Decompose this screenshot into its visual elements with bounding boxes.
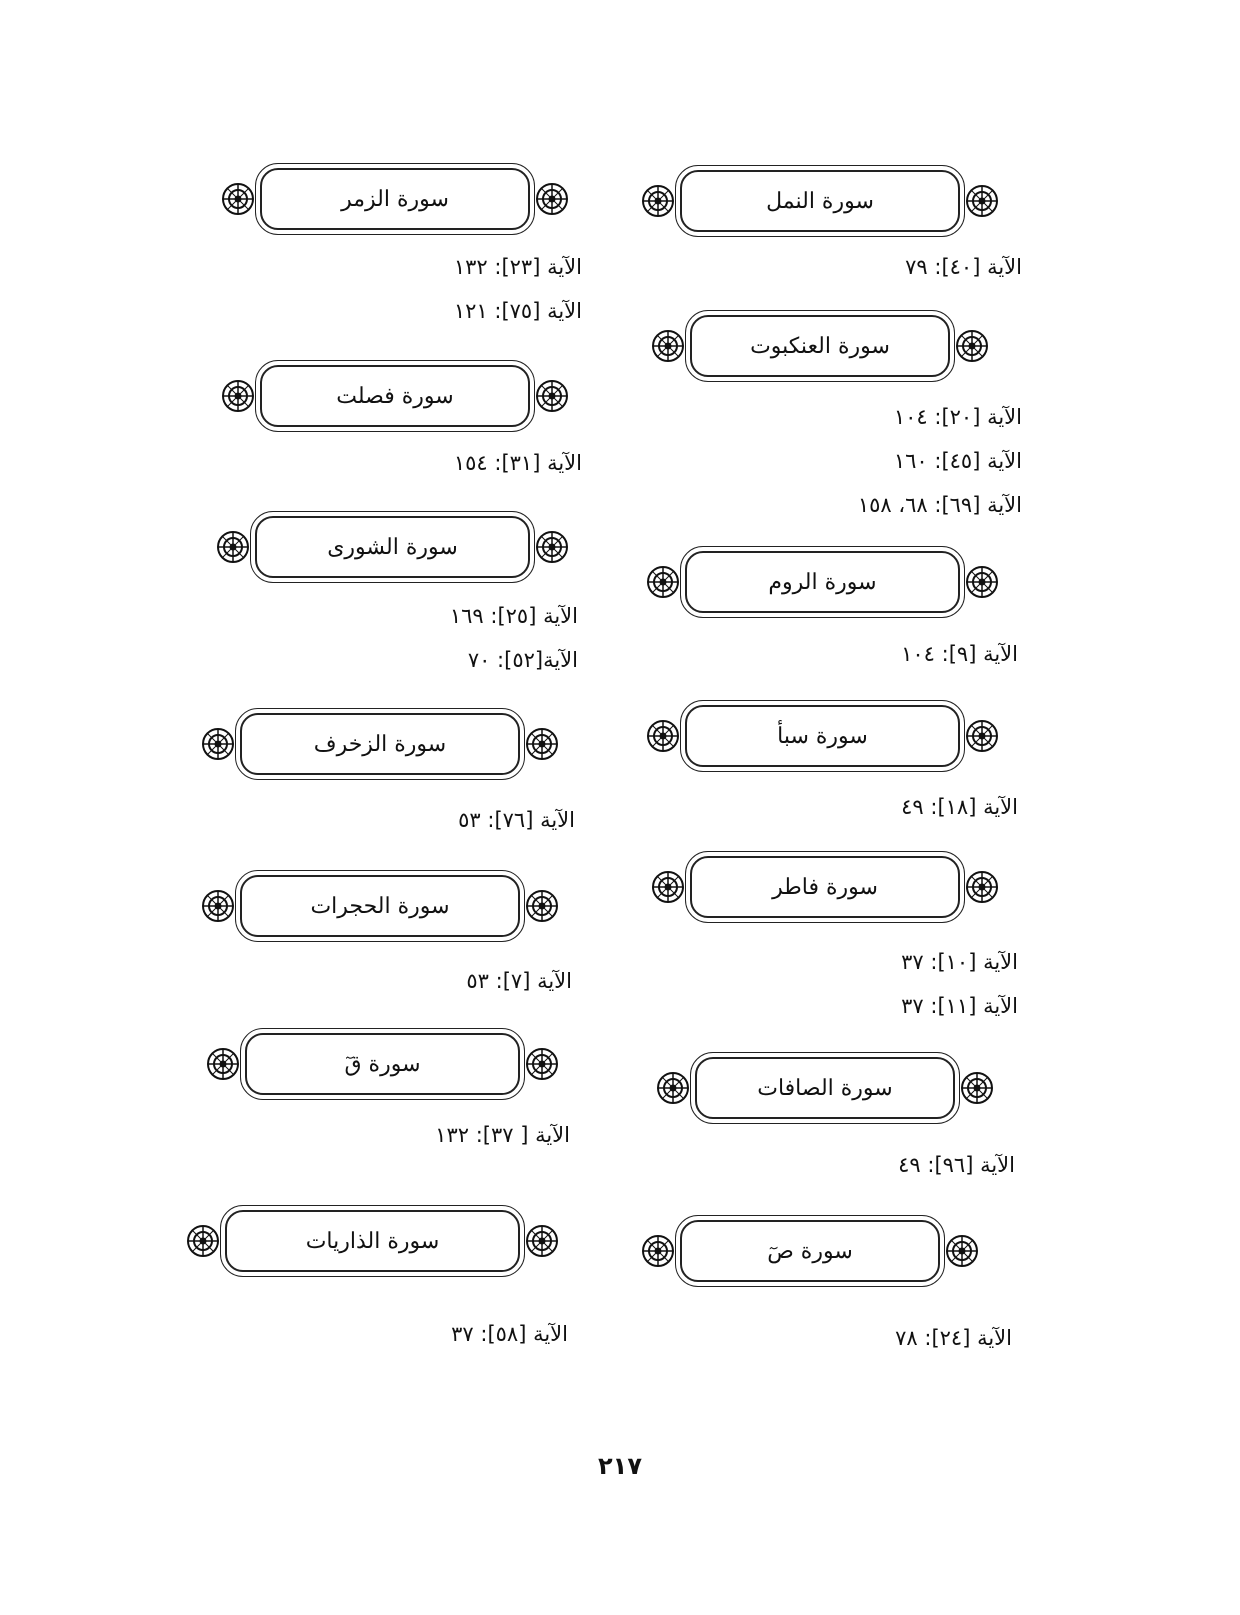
- ornament-icon: [205, 1046, 241, 1082]
- surah-title: سورة فاطر: [772, 874, 878, 900]
- verse-reference: الآية [٢٠]: ١٠٤: [893, 405, 1022, 429]
- surah-header-naml: [640, 165, 1000, 237]
- surah-header-zumar: [220, 163, 570, 235]
- ornament-icon: [964, 183, 1000, 219]
- surah-header-saba: [645, 700, 1000, 772]
- surah-header-zukhruf: [200, 708, 560, 780]
- ornament-icon: [645, 718, 681, 754]
- ornament-icon: [964, 718, 1000, 754]
- ornament-icon: [645, 564, 681, 600]
- verse-reference: الآية [٩٦]: ٤٩: [898, 1153, 1015, 1177]
- ornament-icon: [200, 888, 236, 924]
- ornament-icon: [944, 1233, 980, 1269]
- surah-title: سورة الروم: [768, 569, 877, 595]
- ornament-icon: [650, 869, 686, 905]
- verse-reference: الآية [٩]: ١٠٤: [901, 642, 1018, 666]
- surah-header-dhariyat: [185, 1205, 560, 1277]
- ornament-icon: [534, 181, 570, 217]
- page-number: ٢١٧: [598, 1452, 642, 1480]
- verse-reference: الآية [ ٣٧]: ١٣٢: [435, 1123, 570, 1147]
- ornament-icon: [200, 726, 236, 762]
- ornament-icon: [640, 183, 676, 219]
- surah-title: سورة الذاريات: [305, 1228, 440, 1254]
- verse-reference: الآية [٢٥]: ١٦٩: [449, 604, 578, 628]
- surah-title: سورة الزمر: [341, 186, 449, 212]
- ornament-icon: [185, 1223, 221, 1259]
- surah-title: سورة قٓ: [344, 1051, 421, 1077]
- verse-reference: الآية [٧٦]: ٥٣: [458, 808, 575, 832]
- surah-header-saffat: [655, 1052, 995, 1124]
- surah-header-shura: [215, 511, 570, 583]
- ornament-icon: [220, 378, 256, 414]
- verse-reference: الآية [١١]: ٣٧: [901, 994, 1018, 1018]
- surah-title: سورة الحجرات: [310, 893, 450, 919]
- ornament-icon: [959, 1070, 995, 1106]
- ornament-icon: [534, 378, 570, 414]
- ornament-icon: [524, 888, 560, 924]
- surah-title: سورة الشورى: [327, 534, 458, 560]
- ornament-icon: [220, 181, 256, 217]
- ornament-icon: [215, 529, 251, 565]
- ornament-icon: [640, 1233, 676, 1269]
- ornament-icon: [655, 1070, 691, 1106]
- verse-reference: الآية [٥٨]: ٣٧: [451, 1322, 568, 1346]
- surah-title: سورة صٓ: [767, 1238, 853, 1264]
- ornament-icon: [650, 328, 686, 364]
- surah-header-qaf: [205, 1028, 560, 1100]
- verse-reference: الآية [٤٥]: ١٦٠: [893, 449, 1022, 473]
- verse-reference: الآية [١٨]: ٤٩: [901, 795, 1018, 819]
- ornament-icon: [524, 1046, 560, 1082]
- ornament-icon: [954, 328, 990, 364]
- surah-header-fatir: [650, 851, 1000, 923]
- verse-reference: الآية[٥٢]: ٧٠: [467, 648, 578, 672]
- ornament-icon: [964, 564, 1000, 600]
- verse-reference: الآية [٢٤]: ٧٨: [895, 1326, 1012, 1350]
- verse-reference: الآية [٤٠]: ٧٩: [905, 255, 1022, 279]
- verse-reference: الآية [٣١]: ١٥٤: [453, 451, 582, 475]
- verse-reference: الآية [٢٣]: ١٣٢: [453, 255, 582, 279]
- surah-title: سورة الصافات: [757, 1075, 893, 1101]
- surah-title: سورة النمل: [766, 188, 874, 214]
- ornament-icon: [524, 1223, 560, 1259]
- surah-title: سورة سبأ: [777, 723, 868, 749]
- ornament-icon: [524, 726, 560, 762]
- surah-title: سورة فصلت: [336, 383, 454, 409]
- surah-header-rum: [645, 546, 1000, 618]
- ornament-icon: [534, 529, 570, 565]
- verse-reference: الآية [٧٥]: ١٢١: [453, 299, 582, 323]
- ornament-icon: [964, 869, 1000, 905]
- surah-header-hujurat: [200, 870, 560, 942]
- verse-reference: الآية [١٠]: ٣٧: [901, 950, 1018, 974]
- surah-title: سورة العنكبوت: [750, 333, 890, 359]
- verse-reference: الآية [٦٩]: ٦٨، ١٥٨: [857, 493, 1022, 517]
- surah-header-sad: [640, 1215, 980, 1287]
- surah-title: سورة الزخرف: [313, 731, 447, 757]
- surah-header-fussilat: [220, 360, 570, 432]
- verse-reference: الآية [٧]: ٥٣: [466, 969, 572, 993]
- surah-header-ankabut: [650, 310, 990, 382]
